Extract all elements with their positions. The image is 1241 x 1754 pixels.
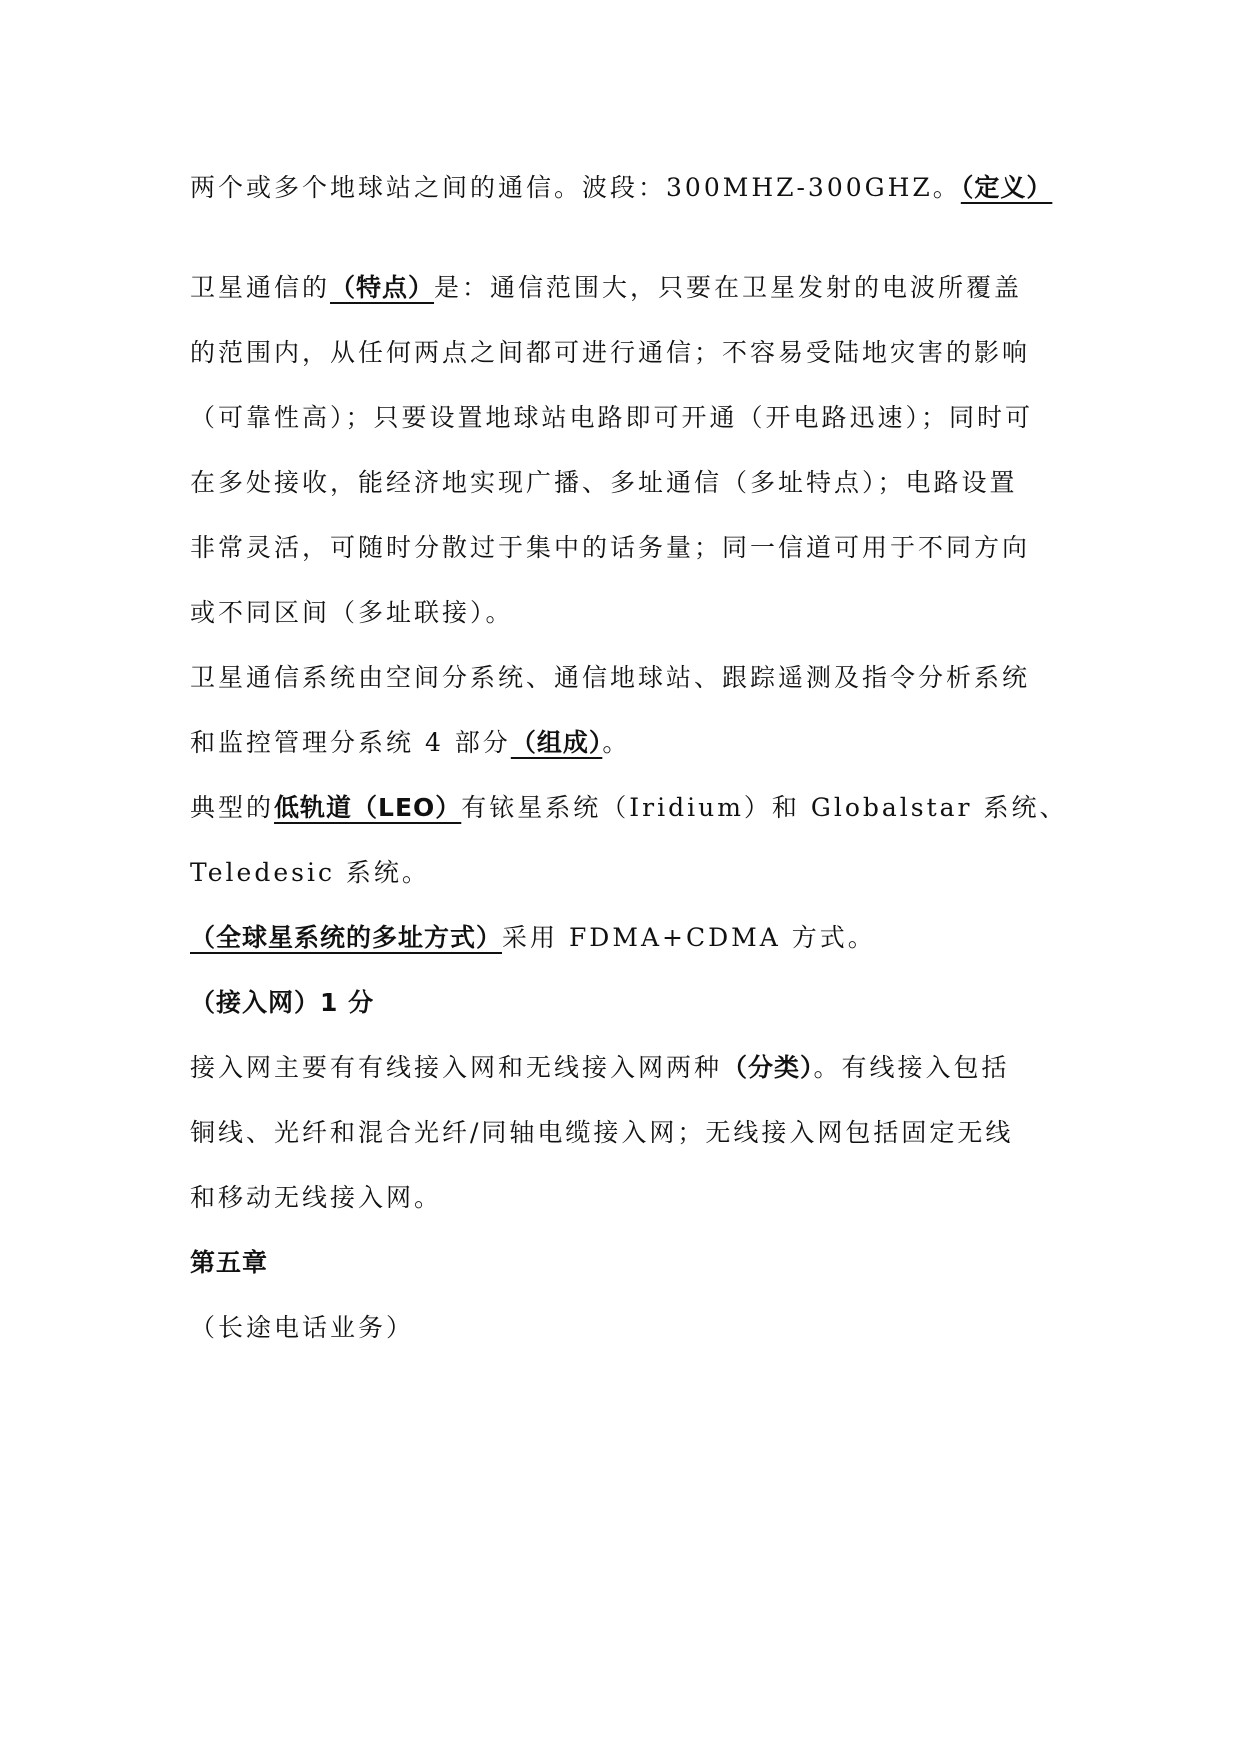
classification-tag: （分类） bbox=[722, 1053, 814, 1082]
features-lead: 卫星通信的 bbox=[190, 273, 331, 302]
definition-tag: （定义） bbox=[960, 173, 1053, 202]
composition-tag: （组成） bbox=[510, 728, 603, 757]
access-network-line-1 bbox=[190, 1035, 1060, 1100]
access-network-line-1-pre: 接入网主要有有线接入网和无线接入网两种 bbox=[190, 1053, 723, 1082]
multiple-access-rest: 采用 FDMA+CDMA 方式。 bbox=[502, 923, 876, 952]
spacer bbox=[190, 220, 1060, 255]
composition-line-2-post: 。 bbox=[602, 728, 631, 757]
access-network-line-3: 和移动无线接入网。 bbox=[190, 1183, 443, 1212]
access-network-heading: （接入网）1 分 bbox=[190, 988, 375, 1017]
leo-line-1 bbox=[190, 775, 1068, 840]
features-tag: （特点） bbox=[330, 273, 435, 302]
long-distance-topic: （长途电话业务） bbox=[190, 1313, 415, 1342]
features-line-1 bbox=[190, 255, 1060, 320]
features-line-2: 的范围内，从任何两点之间都可进行通信；不容易受陆地灾害的影响 bbox=[190, 338, 1031, 367]
composition-line-2-pre: 和监控管理分系统 4 部分 bbox=[190, 728, 511, 757]
features-line-3: （可靠性高）；只要设置地球站电路即可开通（开电路迅速）；同时可 bbox=[190, 403, 1034, 432]
features-line-6: 或不同区间（多址联接）。 bbox=[190, 598, 514, 627]
composition-line-1: 卫星通信系统由空间分系统、通信地球站、跟踪遥测及指令分析系统 bbox=[190, 663, 1031, 692]
paragraph-leo bbox=[190, 775, 1068, 905]
paragraph-features bbox=[190, 255, 1060, 645]
composition-line-2 bbox=[190, 710, 1060, 775]
leo-line-2: Teledesic 系统。 bbox=[190, 858, 430, 887]
paragraph-access-network bbox=[190, 1035, 1060, 1230]
paragraph-multiple-access bbox=[190, 905, 1060, 970]
access-network-line-1-post: 。有线接入包括 bbox=[813, 1053, 1010, 1082]
features-line-1-rest: 是：通信范围大，只要在卫星发射的电波所覆盖 bbox=[434, 273, 1023, 302]
paragraph-definition bbox=[190, 155, 1060, 220]
access-network-line-2: 铜线、光纤和混合光纤/同轴电缆接入网；无线接入网包括固定无线 bbox=[190, 1118, 1014, 1147]
document-body bbox=[190, 155, 1068, 1360]
leo-pre: 典型的 bbox=[190, 793, 275, 822]
definition-text: 两个或多个地球站之间的通信。波段：300MHZ-300GHZ。 bbox=[190, 173, 961, 202]
leo-tag: 低轨道（LEO） bbox=[274, 793, 462, 822]
features-line-4: 在多处接收，能经济地实现广播、多址通信（多址特点）；电路设置 bbox=[190, 468, 1018, 497]
paragraph-composition bbox=[190, 645, 1060, 775]
leo-line-1-rest: 有铱星系统（Iridium）和 Globalstar 系统、 bbox=[461, 793, 1068, 822]
features-line-5: 非常灵活，可随时分散过于集中的话务量；同一信道可用于不同方向 bbox=[190, 533, 1031, 562]
chapter-heading: 第五章 bbox=[190, 1248, 269, 1277]
multiple-access-tag: （全球星系统的多址方式） bbox=[190, 923, 503, 952]
